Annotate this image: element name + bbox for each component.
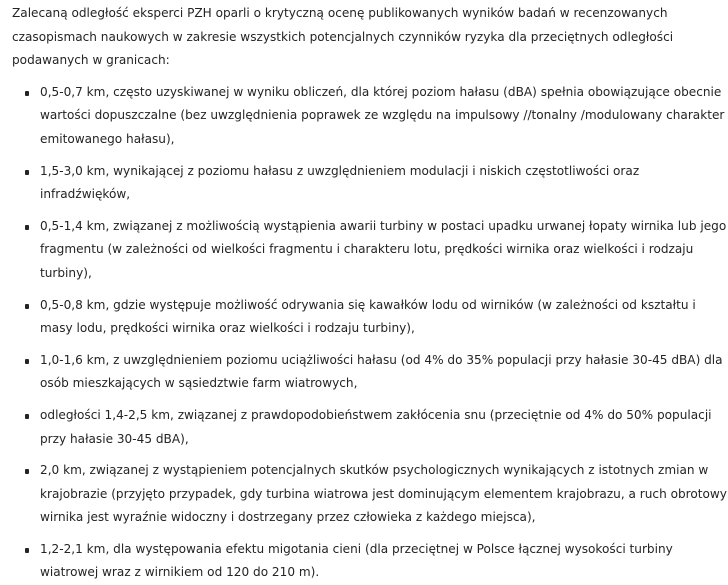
list-item-text: 1,2-2,1 km, dla występowania efektu migotania cieni (dla przeciętnej w Polsce łącznej wysokości turbiny wiatrowej wraz z wirnikiem od 120 do 210 m). <box>40 541 673 580</box>
list-item <box>12 294 728 341</box>
list-item <box>12 538 728 585</box>
bullet-icon <box>25 170 29 175</box>
list-item <box>12 160 728 207</box>
bullet-icon <box>25 91 29 96</box>
bullet-icon <box>25 359 29 364</box>
list-item-text: 0,5-1,4 km, związanej z możliwością wystąpienia awarii turbiny w postaci upadku urwanej łopaty wirnika lub jego fragmentu (w zależności od wielkości fragmentu i charakteru lotu, prędkości wirnika oraz wielkości i rodzaju turbiny), <box>40 218 727 280</box>
bullet-icon <box>25 304 29 309</box>
bullet-icon <box>25 548 29 553</box>
list-item-text: 2,0 km, związanej z wystąpieniem potencjalnych skutków psychologicznych wynikających z istotnych zmian w krajobrazie (przyjęto przypadek, gdy turbina wiatrowa jest dominującym elementem krajobrazu, a ruch obrotowy wirnika jest wyraźnie widoczny i dostrzegany przez człowieka z każdego miejsca), <box>40 463 727 525</box>
list-item <box>12 81 728 152</box>
list-item-text: odległości 1,4-2,5 km, związanej z prawdopodobieństwem zakłócenia snu (przeciętnie od 4% do 50% populacji przy hałasie 30-45 dBA), <box>40 407 712 446</box>
list-item-text: 1,0-1,6 km, z uwzględnieniem poziomu uciążliwości hałasu (od 4% do 35% populacji przy hałasie 30-45 dBA) dla osób mieszkających w sąsiedztwie farm wiatrowych, <box>40 352 723 391</box>
bullet-icon <box>25 225 29 230</box>
bullet-icon <box>25 414 29 419</box>
bullet-icon <box>25 469 29 474</box>
list-item-text: 0,5-0,7 km, często uzyskiwanej w wyniku obliczeń, dla której poziom hałasu (dBA) spełnia obowiązujące obecnie wartości dopuszczalne (bez uwzględnienia poprawek ze względu na impulsowy //tonalny /modulowany charakter emitowanego hałasu), <box>40 84 725 146</box>
distance-list <box>12 81 728 585</box>
list-item-text: 1,5-3,0 km, wynikającej z poziomu hałasu z uwzględnieniem modulacji i niskich częstotliwości oraz infradźwięków, <box>40 163 640 202</box>
list-item <box>12 215 728 286</box>
intro-paragraph: Zalecaną odległość eksperci PZH oparli o krytyczną ocenę publikowanych wyników badań w recenzowanych czasopismach naukowych w zakresie wszystkich potencjalnych czynników ryzyka dla przeciętnych odległości podawanych w granicach: <box>12 6 674 68</box>
list-item-text: 0,5-0,8 km, gdzie występuje możliwość odrywania się kawałków lodu od wirników (w zależności od kształtu i masy lodu, prędkości wirnika oraz wielkości i rodzaju turbiny), <box>40 297 696 336</box>
list-item <box>12 404 728 451</box>
list-item <box>12 349 728 396</box>
list-item <box>12 459 728 530</box>
